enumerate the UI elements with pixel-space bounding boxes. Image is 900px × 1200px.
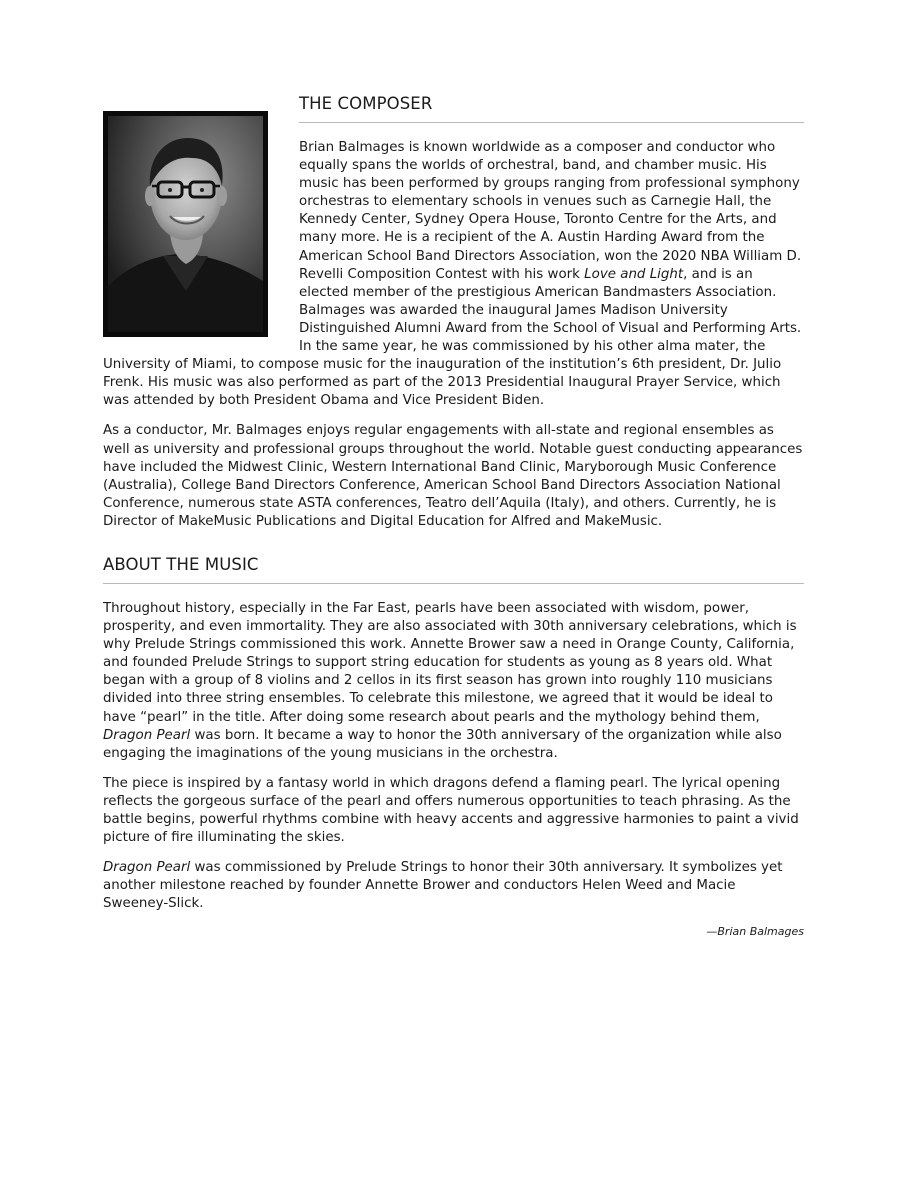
composer-bio-text-1: Brian Balmages is known worldwide as a composer and conductor who equally spans the worlds of orchestral, band, and chamber music. His music has been performed by groups ranging from professional symphony orchestras to elementary schools in venues such as Carnegie Hall, the Kennedy Center, Sydney Opera House, Toronto Centre for the Arts, and many more. He is a recipient of the A. Austin Harding Award from the American School Band Directors Association, won the 2020 NBA William D. Revelli Composition Contest with his work <box>299 140 802 282</box>
composer-bio-text-2: , and is an elected member of the prestigious American Bandmasters Association. Balmages was awarded the inaugural James Madison University Distinguished Alumni Award from the School of Visual and Performing Arts. In the same year, he was commissioned by his other alma mater, the University of Miami, to compose music for the inauguration of the institution’s 6th president, Dr. Julio Frenk. His music was also performed as part of the 2013 Presidential Inaugural Prayer Service, which was attended by both President Obama and Vice President Biden. <box>103 266 802 409</box>
composer-portrait-illustration <box>108 116 263 332</box>
composer-bio-work-title: Love and Light <box>584 266 684 282</box>
music-history-text-1: Throughout history, especially in the Far East, pearls have been associated with wisdom, power, prosperity, and even immortality. They are also associated with 30th anniversary celebrations, which is why Prelude Strings commissioned this work. Annette Brower saw a need in Orange County, California, and founded Prelude Strings to support string education for students as young as 8 years old. What began with a group of 8 violins and 2 cellos in its first season has grown into roughly 110 musicians divided into three string ensembles. To celebrate this milestone, we agreed that it would be ideal to have “pearl” in the title. After doing some research about pearls and the mythology behind them, <box>103 600 797 725</box>
composer-photo <box>103 111 268 337</box>
composer-photo-image <box>108 116 263 332</box>
music-commission-work-title: Dragon Pearl <box>103 860 191 876</box>
composer-conductor-paragraph: As a conductor, Mr. Balmages enjoys regular engagements with all-state and regional ensembles as well as university and professional groups throughout the world. Notable guest conducting appearances have included the Midwest Clinic, Western International Band Clinic, Maryborough Music Conference (Australia), College Band Directors Conference, American School Band Directors Association National Conference, numerous state ASTA conferences, Teatro dell’Aquila (Italy), and others. Currently, he is Director of MakeMusic Publications and Digital Education for Alfred and MakeMusic. <box>103 423 803 529</box>
music-commission-text: was commissioned by Prelude Strings to honor their 30th anniversary. It symbolizes yet another milestone reached by founder Annette Brower and conductors Helen Weed and Macie Sweeney-Slick. <box>103 860 783 912</box>
music-heading: ABOUT THE MUSIC <box>103 555 804 584</box>
document-page <box>103 94 804 939</box>
composer-heading: THE COMPOSER <box>299 94 804 123</box>
music-inspiration-paragraph: The piece is inspired by a fantasy world in which dragons defend a flaming pearl. The lyrical opening reflects the gorgeous surface of the pearl and offers numerous opportunities to teach phrasing. As the battle begins, powerful rhythms combine with heavy accents and aggressive harmonies to paint a vivid picture of fire illuminating the skies. <box>103 775 799 846</box>
music-history-paragraph <box>103 600 804 763</box>
author-signature: —Brian Balmages <box>706 925 804 939</box>
section-spacer <box>103 543 804 555</box>
music-history-work-title: Dragon Pearl <box>103 727 191 743</box>
music-history-text-2: was born. It became a way to honor the 30th anniversary of the organization while also engaging the imaginations of the young musicians in the orchestra. <box>103 727 782 761</box>
music-commission-paragraph <box>103 859 804 913</box>
